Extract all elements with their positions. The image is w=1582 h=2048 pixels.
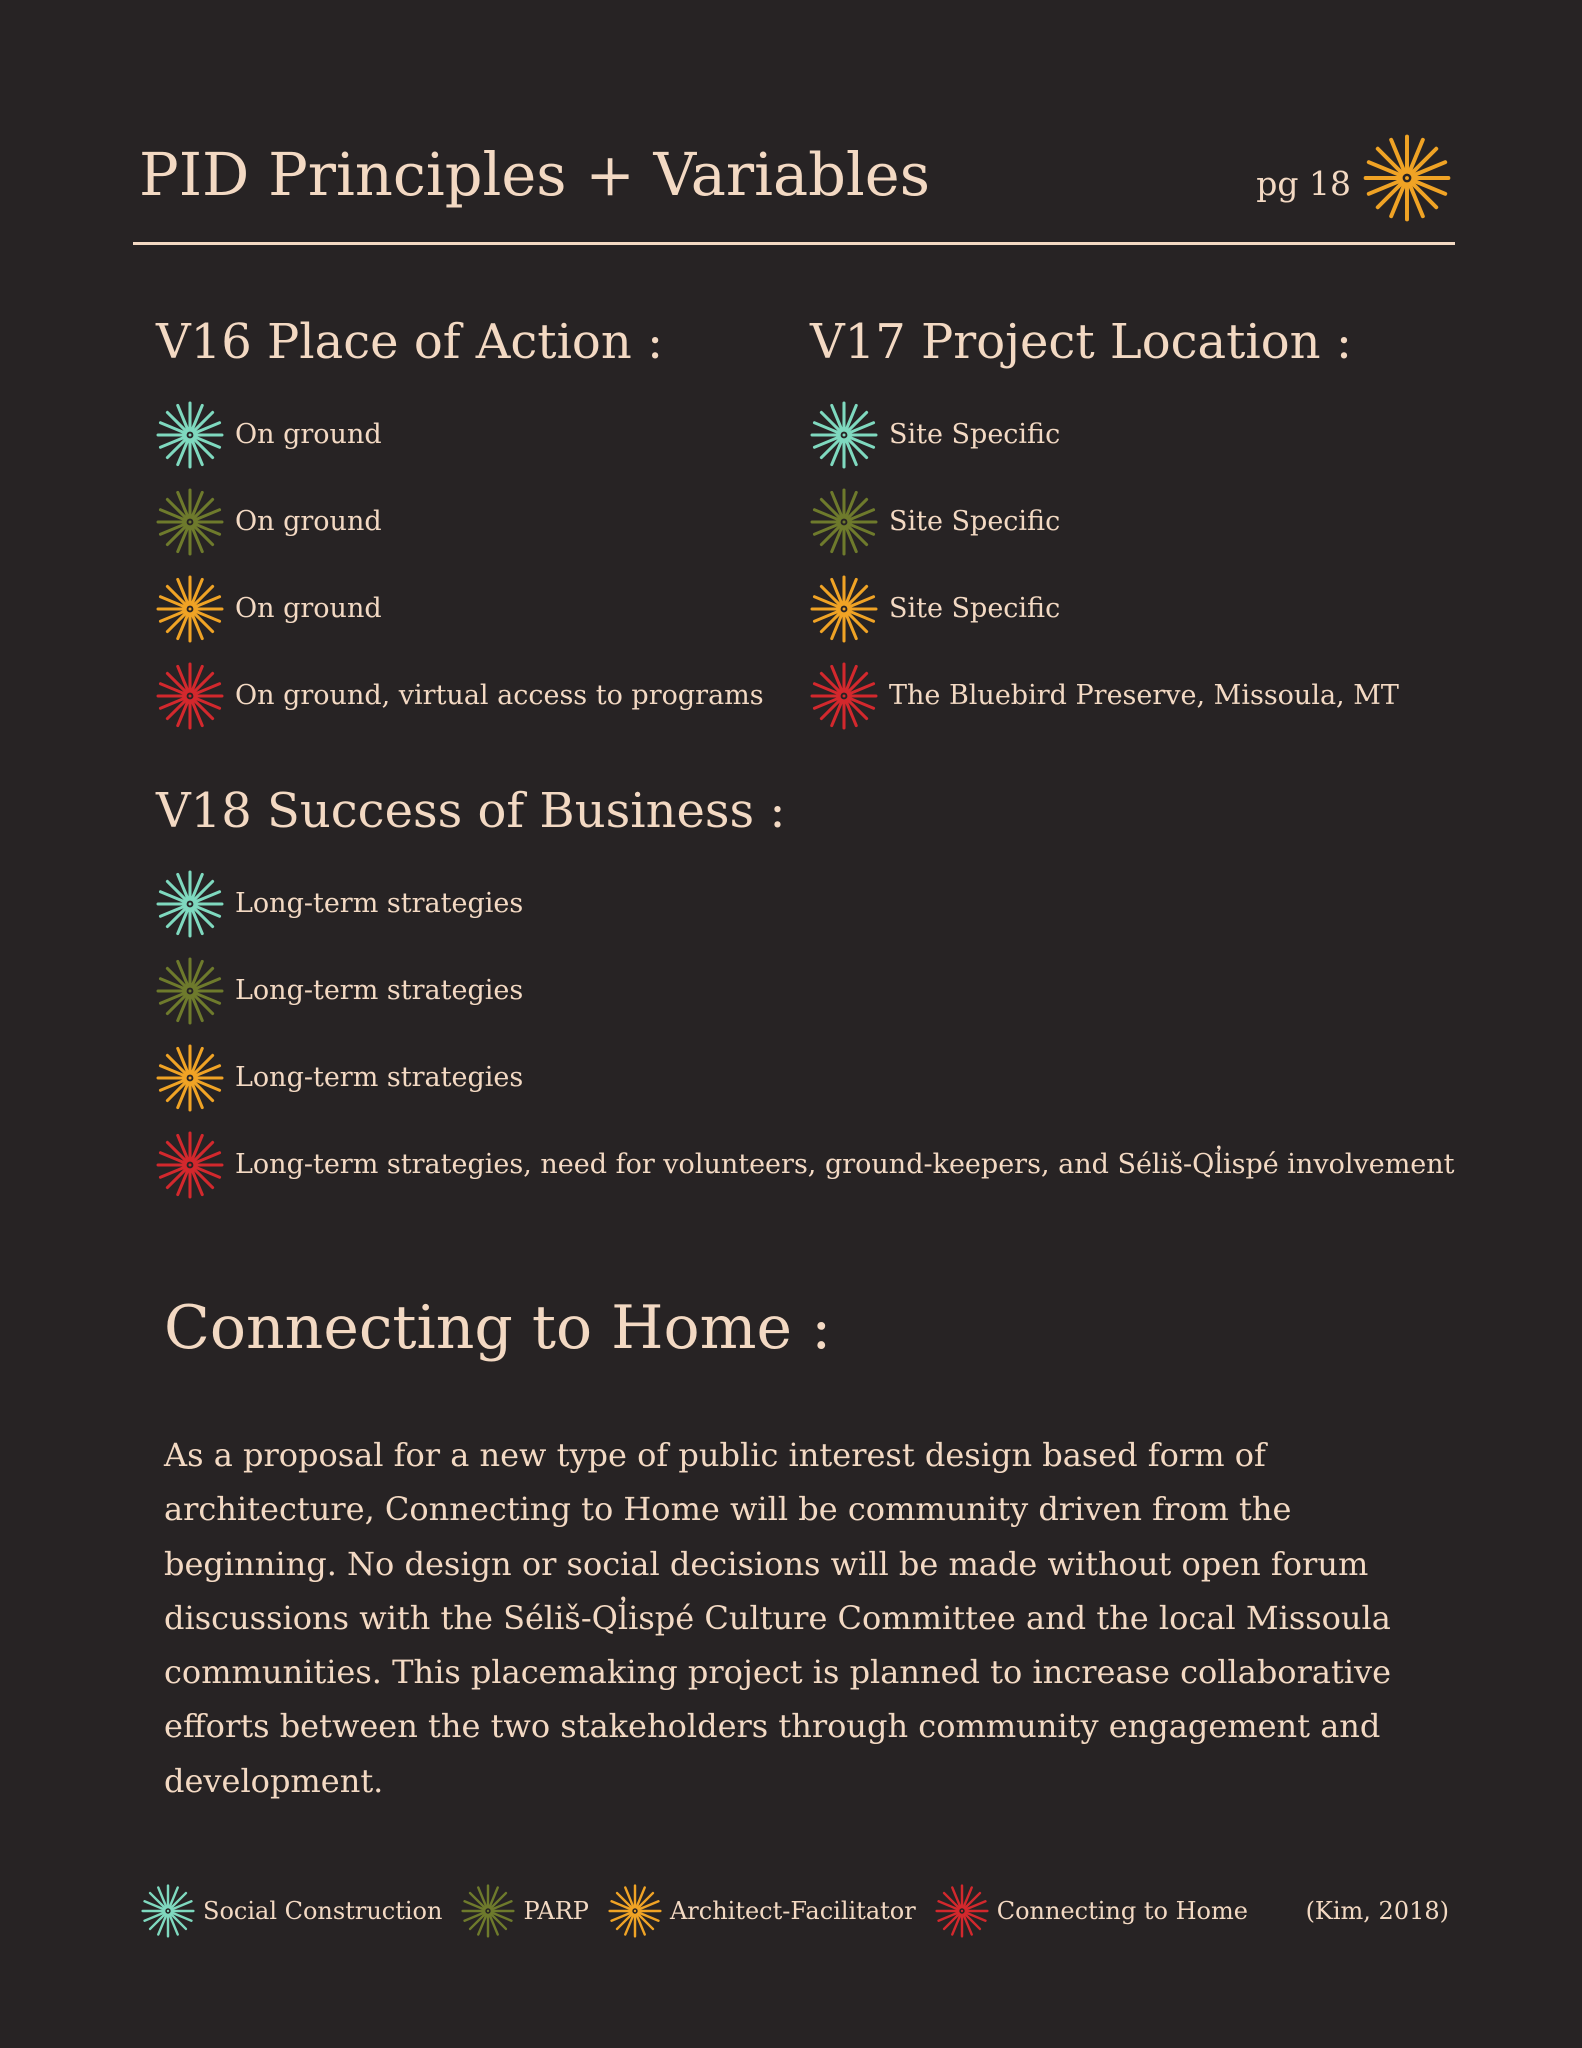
item-text: Long-term strategies, need for volunteers, ground-keepers, and Séliš-Ql̓ispé involvement xyxy=(235,1148,1455,1180)
item-text: The Bluebird Preserve, Missoula, MT xyxy=(889,679,1399,711)
parp-starburst-icon xyxy=(810,488,878,556)
architect-facilitator-starburst-icon xyxy=(608,1884,662,1938)
social-construction-starburst-icon xyxy=(141,1884,195,1938)
parp-starburst-icon xyxy=(156,488,224,556)
legend xyxy=(141,1878,1451,1944)
list-item xyxy=(156,391,764,478)
list-item xyxy=(156,1121,1455,1208)
legend-item xyxy=(935,1884,1248,1938)
section-heading: V18 Success of Business : xyxy=(156,783,786,839)
page-title: PID Principles + Variables xyxy=(139,140,930,209)
social-construction-starburst-icon xyxy=(810,401,878,469)
social-construction-starburst-icon xyxy=(156,401,224,469)
architect-facilitator-starburst-icon xyxy=(810,575,878,643)
item-text: Site Specific xyxy=(889,592,1061,624)
list-item xyxy=(810,478,1399,565)
parp-starburst-icon xyxy=(461,1884,515,1938)
section-v16-place-of-action xyxy=(156,312,764,739)
connecting-paragraph: As a proposal for a new type of public interest design based form of architecture, Connecting to Home will be community driven from the beginning. No design or social decisions will be made without open forum discussions with the Séliš-Ql̓ispé Culture Committee and the local Missoula communities. This placemaking project is planned to increase collaborative efforts between the two stakeholders through community engagement and development. xyxy=(164,1436,1392,1800)
legend-label: Connecting to Home xyxy=(996,1897,1248,1925)
citation: (Kim, 2018) xyxy=(1305,1897,1449,1925)
list-item xyxy=(156,1034,1455,1121)
legend-item xyxy=(461,1884,589,1938)
architect-facilitator-starburst-icon xyxy=(156,575,224,643)
social-construction-starburst-icon xyxy=(156,870,224,938)
section-heading: V16 Place of Action : xyxy=(156,314,664,370)
item-text: Site Specific xyxy=(889,505,1061,537)
architect-facilitator-starburst-icon xyxy=(156,1044,224,1112)
item-text: On ground xyxy=(235,505,382,537)
starburst-icon xyxy=(1363,134,1451,222)
list-item xyxy=(810,391,1399,478)
item-text: Long-term strategies xyxy=(235,974,524,1006)
parp-starburst-icon xyxy=(156,957,224,1025)
item-text: On ground xyxy=(235,418,382,450)
list-item xyxy=(156,565,764,652)
item-text: Long-term strategies xyxy=(235,1061,524,1093)
legend-item xyxy=(608,1884,916,1938)
list-item xyxy=(156,947,1455,1034)
item-text: On ground, virtual access to programs xyxy=(235,679,764,711)
connecting-to-home-starburst-icon xyxy=(810,662,878,730)
item-text: On ground xyxy=(235,592,382,624)
page-header xyxy=(133,128,1455,246)
list-item xyxy=(156,860,1455,947)
section-v18-success-of-business xyxy=(156,781,1455,1208)
legend-item xyxy=(141,1884,442,1938)
connecting-to-home-section xyxy=(164,1290,1424,1808)
list-item xyxy=(156,652,764,739)
connecting-to-home-starburst-icon xyxy=(156,1131,224,1199)
legend-label: Social Construction xyxy=(203,1897,443,1925)
legend-label: Architect-Facilitator xyxy=(669,1897,916,1925)
page-number: pg 18 xyxy=(1256,164,1351,203)
header-divider xyxy=(133,242,1455,245)
item-text: Long-term strategies xyxy=(235,887,524,919)
list-item xyxy=(810,565,1399,652)
list-item xyxy=(156,478,764,565)
list-item xyxy=(810,652,1399,739)
connecting-to-home-starburst-icon xyxy=(935,1884,989,1938)
item-text: Site Specific xyxy=(889,418,1061,450)
connecting-to-home-starburst-icon xyxy=(156,662,224,730)
section-heading: V17 Project Location : xyxy=(810,314,1353,370)
section-v17-project-location xyxy=(810,312,1399,739)
connecting-heading: Connecting to Home : xyxy=(164,1293,832,1363)
legend-label: PARP xyxy=(523,1897,589,1925)
